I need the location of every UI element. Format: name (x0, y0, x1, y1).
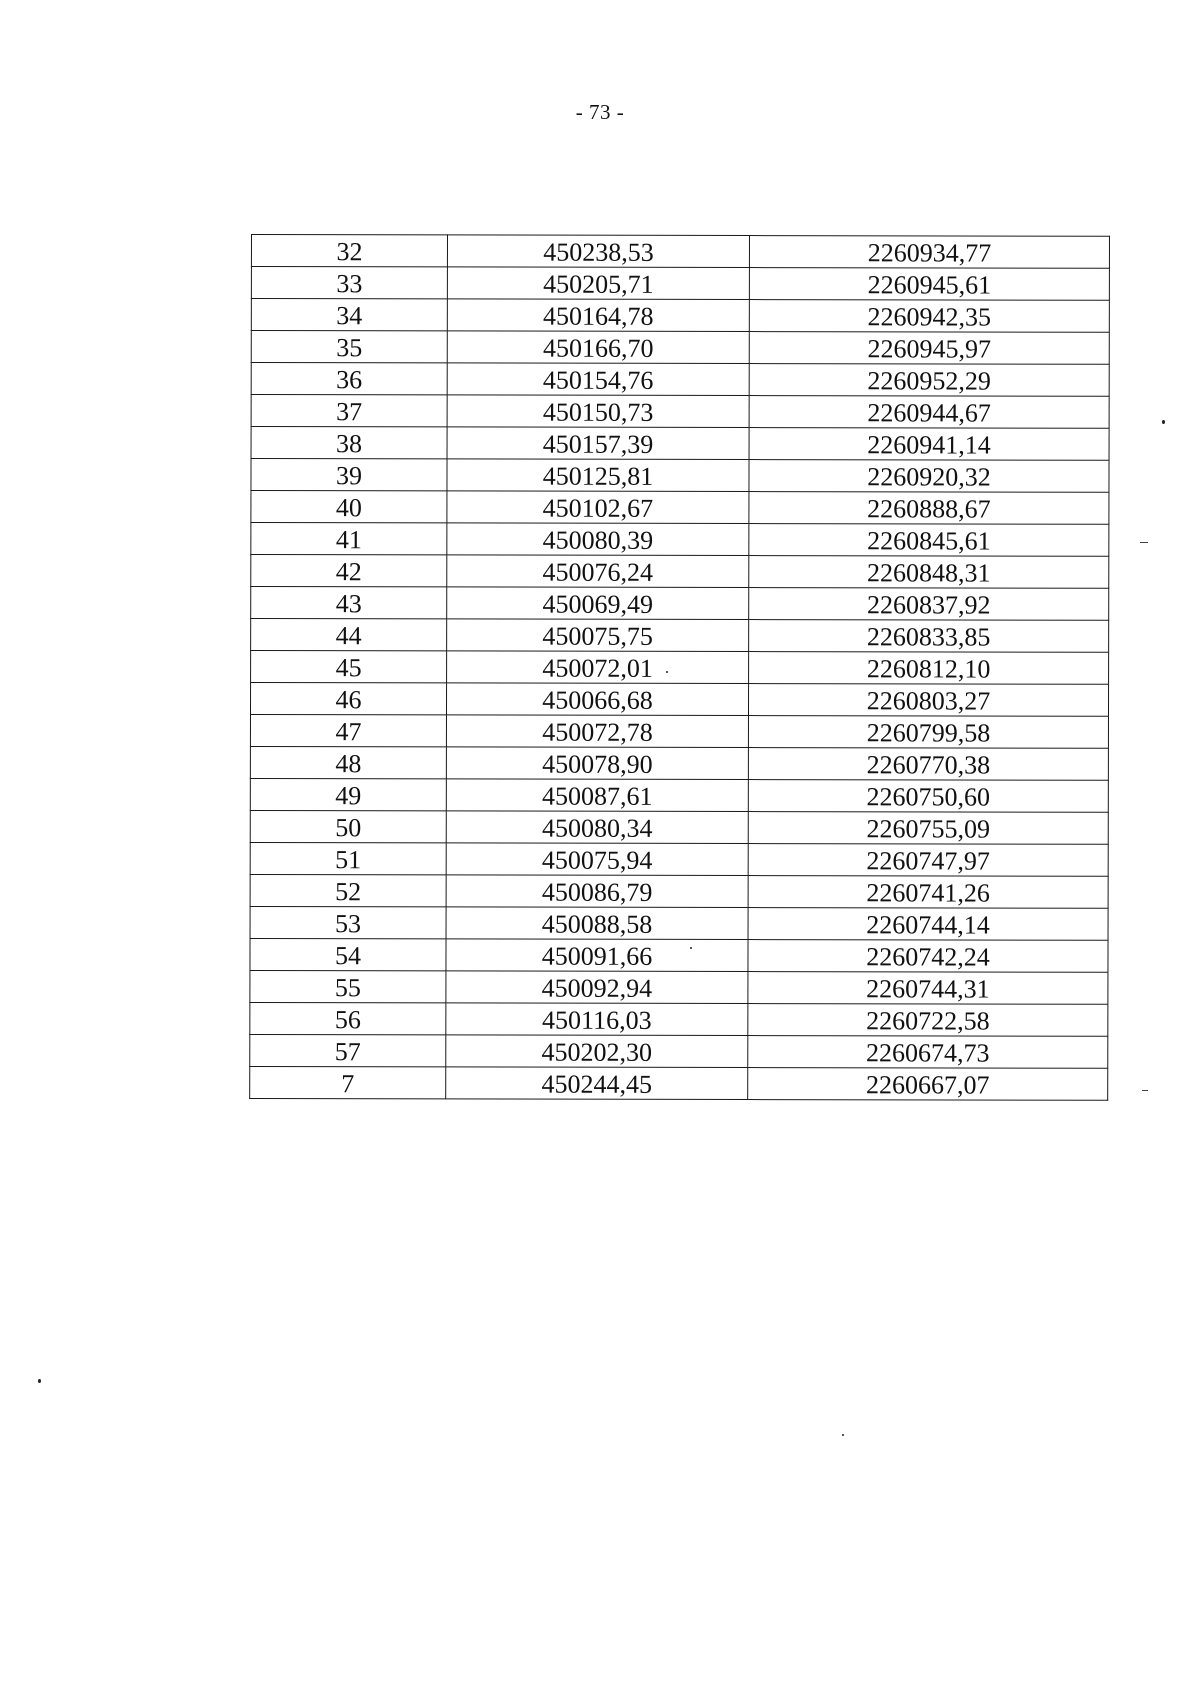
table-row (250, 1002, 1108, 1036)
y-coordinate-cell: 2260945,97 (749, 332, 1109, 365)
point-number-cell: 7 (250, 1066, 446, 1098)
x-coordinate-cell: 450078,90 (446, 747, 748, 780)
x-coordinate-cell: 450086,79 (446, 875, 748, 908)
x-coordinate-cell: 450164,78 (447, 299, 749, 332)
point-number-cell: 48 (250, 746, 446, 778)
point-number-cell: 52 (250, 874, 446, 906)
x-coordinate-cell: 450075,75 (447, 619, 749, 652)
scan-speck (666, 671, 668, 673)
point-number-cell: 42 (251, 555, 447, 587)
y-coordinate-cell: 2260812,10 (749, 652, 1109, 685)
table-row (251, 651, 1109, 685)
x-coordinate-cell: 450205,71 (447, 267, 749, 300)
x-coordinate-cell: 450066,68 (446, 683, 748, 716)
table-row (250, 778, 1108, 812)
point-number-cell: 51 (250, 842, 446, 874)
x-coordinate-cell: 450080,34 (446, 811, 748, 844)
x-coordinate-cell: 450157,39 (447, 427, 749, 460)
y-coordinate-cell: 2260945,61 (749, 268, 1109, 301)
table-row (251, 267, 1109, 301)
table-row (250, 1034, 1108, 1068)
x-coordinate-cell: 450202,30 (446, 1035, 748, 1068)
point-number-cell: 34 (251, 299, 447, 331)
point-number-cell: 56 (250, 1002, 446, 1034)
x-coordinate-cell: 450087,61 (446, 779, 748, 812)
y-coordinate-cell: 2260744,31 (748, 972, 1108, 1005)
y-coordinate-cell: 2260833,85 (749, 620, 1109, 653)
table-row (251, 555, 1109, 589)
table-row (250, 842, 1108, 876)
x-coordinate-cell: 450069,49 (447, 587, 749, 620)
y-coordinate-cell: 2260845,61 (749, 524, 1109, 557)
y-coordinate-cell: 2260920,32 (749, 460, 1109, 493)
y-coordinate-cell: 2260750,60 (748, 780, 1108, 813)
x-coordinate-cell: 450150,73 (447, 395, 749, 428)
y-coordinate-cell: 2260944,67 (749, 396, 1109, 429)
table-row (250, 906, 1108, 940)
table-row (251, 235, 1109, 269)
y-coordinate-cell: 2260799,58 (748, 716, 1108, 749)
point-number-cell: 39 (251, 459, 447, 491)
x-coordinate-cell: 450102,67 (447, 491, 749, 524)
x-coordinate-cell: 450244,45 (446, 1067, 748, 1100)
scan-speck (1162, 420, 1165, 424)
table-row (251, 395, 1109, 429)
point-number-cell: 50 (250, 810, 446, 842)
y-coordinate-cell: 2260941,14 (749, 428, 1109, 461)
table-row (251, 587, 1109, 621)
scan-speck (842, 1434, 844, 1436)
table-row (250, 715, 1108, 749)
table-row (250, 810, 1108, 844)
x-coordinate-cell: 450072,01 (447, 651, 749, 684)
point-number-cell: 40 (251, 491, 447, 523)
point-number-cell: 49 (250, 778, 446, 810)
page-number: - 73 - (575, 100, 625, 124)
y-coordinate-cell: 2260744,14 (748, 908, 1108, 941)
coordinates-table (249, 234, 1110, 1101)
table-row (251, 619, 1109, 653)
x-coordinate-cell: 450166,70 (447, 331, 749, 364)
table-row (250, 874, 1108, 908)
table-row (251, 299, 1109, 333)
x-coordinate-cell: 450080,39 (447, 523, 749, 556)
table-row (250, 683, 1108, 717)
point-number-cell: 38 (251, 427, 447, 459)
x-coordinate-cell: 450072,78 (446, 715, 748, 748)
x-coordinate-cell: 450088,58 (446, 907, 748, 940)
point-number-cell: 45 (251, 651, 447, 683)
point-number-cell: 54 (250, 938, 446, 970)
y-coordinate-cell: 2260934,77 (749, 236, 1109, 269)
table-row (250, 1066, 1108, 1100)
table-row (251, 459, 1109, 493)
y-coordinate-cell: 2260837,92 (749, 588, 1109, 621)
x-coordinate-cell: 450116,03 (446, 1003, 748, 1036)
table-row (250, 938, 1108, 972)
scan-speck (38, 1379, 41, 1383)
x-coordinate-cell: 450075,94 (446, 843, 748, 876)
table-row (251, 427, 1109, 461)
table-row (251, 363, 1109, 397)
y-coordinate-cell: 2260803,27 (748, 684, 1108, 717)
y-coordinate-cell: 2260755,09 (748, 812, 1108, 845)
y-coordinate-cell: 2260674,73 (748, 1036, 1108, 1069)
x-coordinate-cell: 450154,76 (447, 363, 749, 396)
point-number-cell: 33 (251, 267, 447, 299)
point-number-cell: 41 (251, 523, 447, 555)
table-row (250, 970, 1108, 1004)
point-number-cell: 37 (251, 395, 447, 427)
table-row (251, 523, 1109, 557)
point-number-cell: 55 (250, 970, 446, 1002)
y-coordinate-cell: 2260888,67 (749, 492, 1109, 525)
point-number-cell: 35 (251, 331, 447, 363)
point-number-cell: 47 (250, 715, 446, 747)
y-coordinate-cell: 2260742,24 (748, 940, 1108, 973)
x-coordinate-cell: 450076,24 (447, 555, 749, 588)
y-coordinate-cell: 2260942,35 (749, 300, 1109, 333)
y-coordinate-cell: 2260952,29 (749, 364, 1109, 397)
coordinates-table-body (250, 235, 1110, 1101)
table-row (251, 491, 1109, 525)
y-coordinate-cell: 2260770,38 (748, 748, 1108, 781)
point-number-cell: 43 (251, 587, 447, 619)
point-number-cell: 53 (250, 906, 446, 938)
y-coordinate-cell: 2260848,31 (749, 556, 1109, 589)
point-number-cell: 44 (251, 619, 447, 651)
point-number-cell: 46 (250, 683, 446, 715)
table-row (250, 746, 1108, 780)
y-coordinate-cell: 2260747,97 (748, 844, 1108, 877)
x-coordinate-cell: 450238,53 (447, 235, 749, 268)
point-number-cell: 36 (251, 363, 447, 395)
x-coordinate-cell: 450125,81 (447, 459, 749, 492)
point-number-cell: 57 (250, 1034, 446, 1066)
y-coordinate-cell: 2260741,26 (748, 876, 1108, 909)
scan-dash (1140, 542, 1148, 543)
x-coordinate-cell: 450091,66 (446, 939, 748, 972)
y-coordinate-cell: 2260722,58 (748, 1004, 1108, 1037)
x-coordinate-cell: 450092,94 (446, 971, 748, 1004)
scan-speck (690, 947, 692, 949)
y-coordinate-cell: 2260667,07 (748, 1068, 1108, 1101)
scan-dash (1142, 1090, 1148, 1091)
table-row (251, 331, 1109, 365)
point-number-cell: 32 (251, 235, 447, 267)
